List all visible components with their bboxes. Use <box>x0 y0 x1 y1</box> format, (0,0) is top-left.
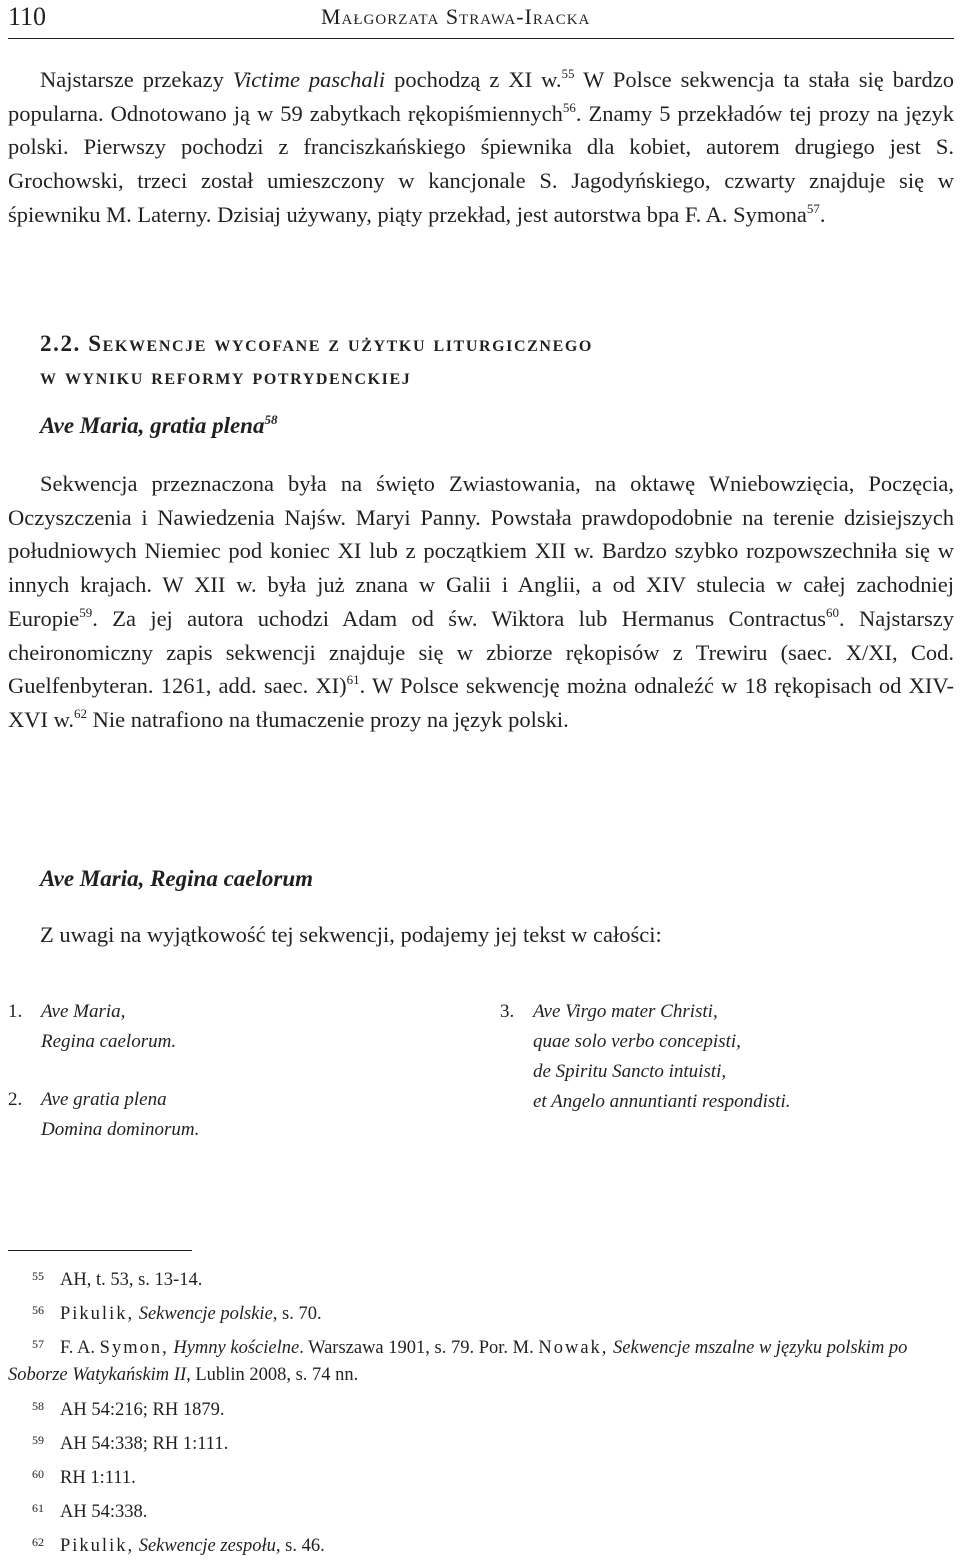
footnote-divider <box>8 1250 192 1251</box>
running-head: Małgorzata Strawa-Iracka <box>321 4 591 29</box>
footnote-ref[interactable]: 61 <box>346 672 360 688</box>
footnote-ref[interactable]: 56 <box>562 99 576 115</box>
paragraph-victime-paschali: Najstarsze przekazy Victime paschali pochodzą z XI w.$^{55}$ W Polsce sekwencja ta stała się bardzo popularna. Odnotowano ją w 59 zabytkach rękopiśmiennych$^{56}$. Znamy 5 przekładów tej prozy na język polski. Pierwszy pochodzi z franciszkańskiego śpiewnika dla kobiet, autorem drugiego jest S. Grochowski, trzeci został umieszczony w kancjonale S. Jagodyńskiego, czwarty znajduje się w śpiewniku M. Laterny. Dzisiaj używany, piąty przekład, jest autorstwa bpa F. A. Symona$^{57}$. <box>8 66 954 227</box>
footnote-ref[interactable]: 58 <box>264 412 278 427</box>
footnote-ref[interactable]: 60 <box>826 604 840 620</box>
subsection-heading-regina-caelorum: Ave Maria, Regina caelorum <box>40 866 314 891</box>
page-number: 110 <box>8 2 47 31</box>
footnote-59: 59 AH 54:338; RH 1:111. <box>32 1433 229 1454</box>
footnote-56: 56 Pikulik, Sekwencje polskie, s. 70. <box>32 1303 322 1324</box>
footnote-61: 61 AH 54:338. <box>32 1501 148 1522</box>
paragraph-gratia-plena: Sekwencja przeznaczona była na święto Zwiastowania, na oktawę Wniebowzięcia, Poczęcia, Oczyszczenia i Nawiedzenia Najśw. Maryi Panny. Powstała prawdopodobnie na terenie dzisiejszych południowych Niemiec pod koniec XI lub z początkiem XII w. Bardzo szybko rozpowszechniła się w innych krajach. W XII w. była już znana w Galii i Anglii, a od XIV stulecia w całej zachodniej Europie$^{59}$. Za jej autora uchodzi Adam od św. Wiktora lub Hermanus Contractus$^{60}$. Najstarszy cheironomiczny zapis sekwencji znajduje się w zbiorze rękopisów z Trewiru (saec. X/XI, Cod. Guelfenbyteran. 1261, add. saec. XI)$^{61}$. W Polsce sekwencję można odnaleźć w 18 rękopisach od XIV-XVI w.$^{62}$ Nie natrafiono na tłumaczenie prozy na język polski. <box>8 471 954 732</box>
footnote-58: 58 AH 54:216; RH 1879. <box>32 1399 225 1420</box>
section-heading: 2.2. Sekwencje wycofane z użytku liturgicznego w wyniku reformy potrydenckiej <box>40 331 593 389</box>
intro-text: Z uwagi na wyjątkowość tej sekwencji, podajemy jej tekst w całości: <box>40 922 662 947</box>
footnote-55: 55 AH, t. 53, s. 13-14. <box>32 1269 203 1290</box>
footnote-62: 62 Pikulik, Sekwencje zespołu, s. 46. <box>32 1535 325 1556</box>
footnote-ref[interactable]: 57 <box>806 200 820 216</box>
footnote-ref[interactable]: 55 <box>561 66 575 81</box>
footnote-60: 60 RH 1:111. <box>32 1467 136 1488</box>
subsection-heading-gratia-plena: Ave Maria, gratia plena$^{58}$ <box>40 412 278 438</box>
footnote-ref[interactable]: 59 <box>79 604 93 620</box>
footnote-ref[interactable]: 62 <box>74 705 88 721</box>
page-header <box>8 0 954 39</box>
footnote-57: 57 F. A. Symon, Hymny kościelne. Warszawa 1901, s. 79. Por. M. Nowak, Sekwencje mszalne w języku polskim po Soborze Watykańskim II, Lublin 2008, s. 74 nn. <box>8 1337 908 1385</box>
